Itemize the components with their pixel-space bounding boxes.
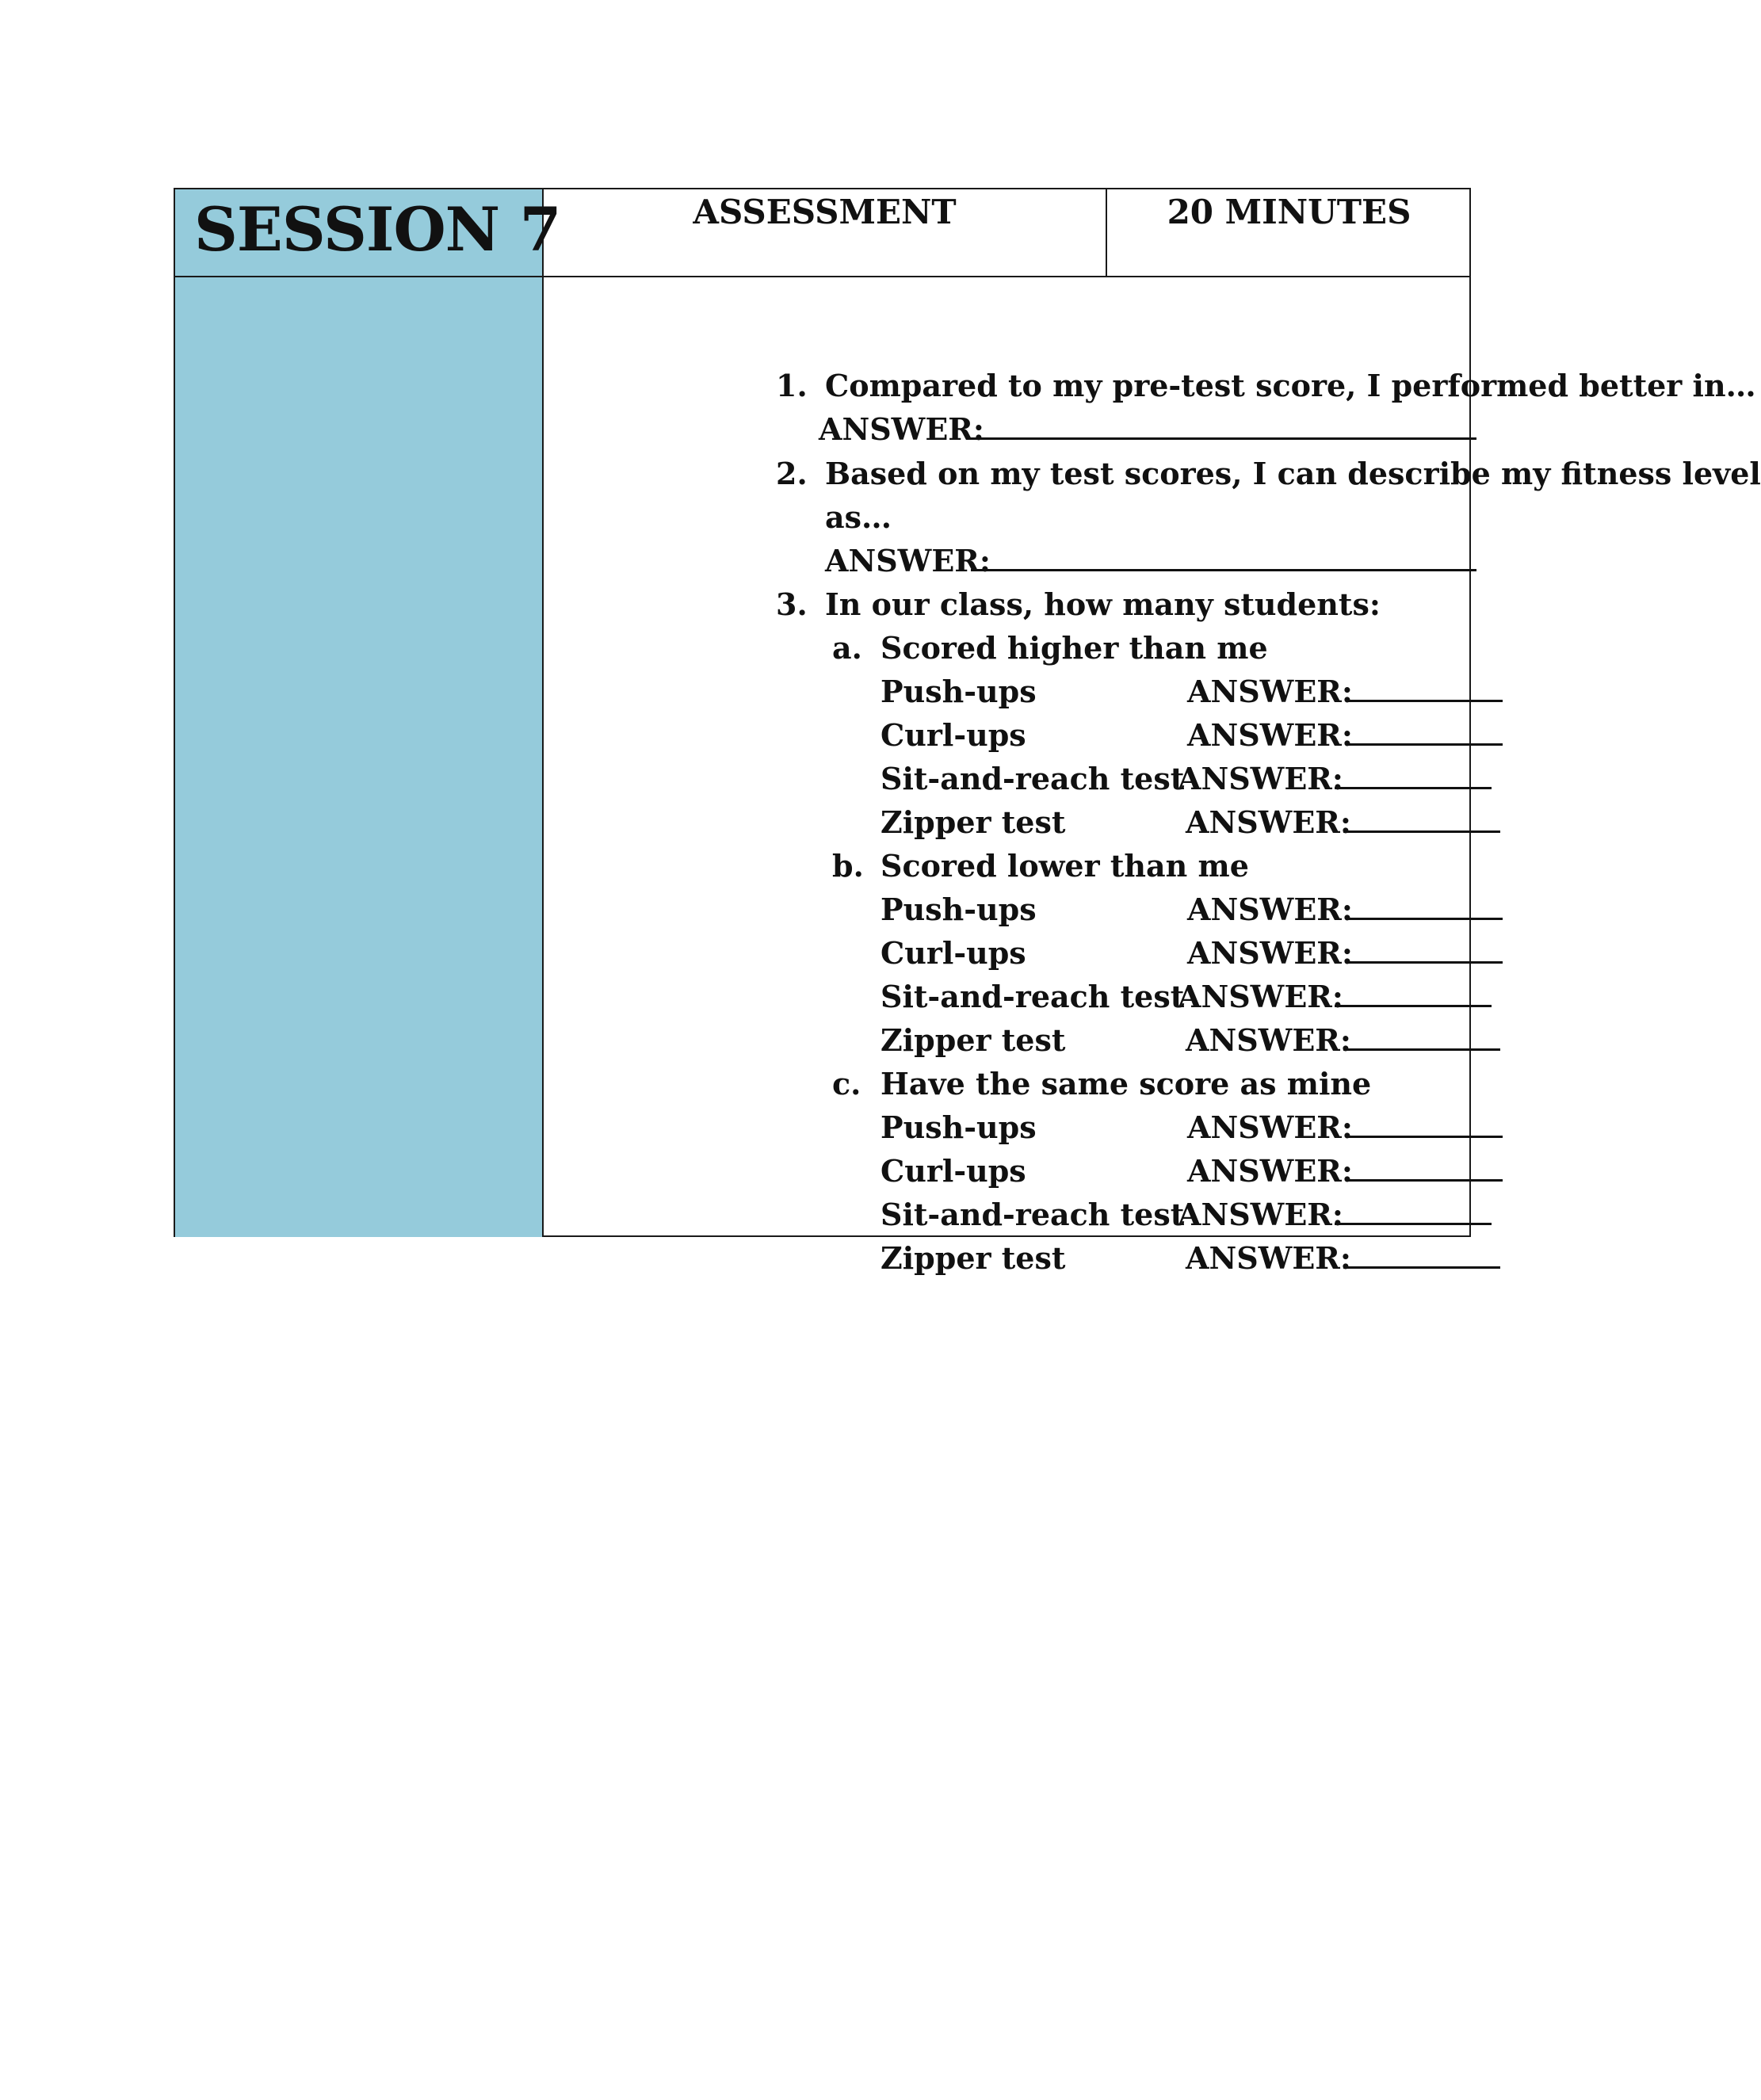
subquestion-title: Scored lower than me <box>880 848 1249 884</box>
answer-label: ANSWER: <box>819 411 984 447</box>
answer-label: ANSWER: <box>1178 1197 1343 1232</box>
answer-blank[interactable] <box>971 544 1476 578</box>
test-name: Curl-ups <box>880 1153 1026 1189</box>
duration-header-cell <box>1107 189 1471 277</box>
answer-blank[interactable] <box>1346 1154 1503 1189</box>
answer-label: ANSWER: <box>825 543 991 578</box>
question-text: Compared to my pre-test score, I performed better in… <box>825 368 1756 403</box>
answer-blank[interactable] <box>1335 1197 1492 1232</box>
duration-label: 20 MINUTES <box>1167 193 1411 231</box>
answer-label: ANSWER: <box>1187 892 1353 927</box>
answer-blank[interactable] <box>1343 1241 1500 1276</box>
session-side-panel <box>175 277 544 1237</box>
subquestion-letter: c. <box>832 1066 861 1102</box>
answer-blank[interactable] <box>1335 979 1492 1014</box>
answer-label: ANSWER: <box>1178 979 1343 1014</box>
answer-label: ANSWER: <box>1187 717 1353 753</box>
answer-blank[interactable] <box>1335 762 1492 796</box>
subquestion-title: Have the same score as mine <box>880 1066 1372 1102</box>
answer-label: ANSWER: <box>1187 1109 1353 1145</box>
test-name: Push-ups <box>880 1109 1037 1145</box>
question-number: 1. <box>776 368 808 403</box>
answer-blank[interactable] <box>1346 936 1503 971</box>
assessment-questions <box>544 277 1761 1276</box>
answer-label: ANSWER: <box>1186 1022 1351 1058</box>
test-name: Push-ups <box>880 892 1037 927</box>
test-name: Push-ups <box>880 674 1037 709</box>
question-text: In our class, how many students: <box>825 586 1381 622</box>
question-number: 2. <box>776 456 808 491</box>
test-name: Zipper test <box>880 1240 1066 1276</box>
answer-blank[interactable] <box>1346 718 1503 753</box>
subquestion-title: Scored higher than me <box>880 630 1268 666</box>
answer-blank[interactable] <box>1346 892 1503 927</box>
answer-label: ANSWER: <box>1187 674 1353 709</box>
answer-label: ANSWER: <box>1178 761 1343 796</box>
answer-blank[interactable] <box>1346 1110 1503 1145</box>
session-header-cell <box>175 189 561 277</box>
test-name: Curl-ups <box>880 935 1026 971</box>
test-name: Sit-and-reach test <box>880 1197 1185 1232</box>
question-number: 3. <box>776 586 808 622</box>
subquestion-letter: a. <box>832 630 862 666</box>
session-table <box>174 188 1761 1276</box>
subquestion-letter: b. <box>832 848 864 884</box>
test-name: Zipper test <box>880 804 1066 840</box>
answer-label: ANSWER: <box>1187 1153 1353 1189</box>
question-text-continued: as… <box>825 499 892 535</box>
test-name: Sit-and-reach test <box>880 761 1185 796</box>
test-name: Sit-and-reach test <box>880 979 1185 1014</box>
answer-blank[interactable] <box>1346 674 1503 709</box>
answer-blank[interactable] <box>1343 805 1500 840</box>
answer-label: ANSWER: <box>1186 1240 1351 1276</box>
activity-header-cell <box>544 189 1107 277</box>
answer-label: ANSWER: <box>1186 804 1351 840</box>
answer-label: ANSWER: <box>1187 935 1353 971</box>
activity-title: ASSESSMENT <box>693 193 957 231</box>
question-text: Based on my test scores, I can describe my fitness level <box>825 456 1761 491</box>
answer-blank[interactable] <box>971 412 1476 447</box>
test-name: Zipper test <box>880 1022 1066 1058</box>
answer-blank[interactable] <box>1343 1023 1500 1058</box>
session-title: SESSION 7 <box>194 194 561 265</box>
test-name: Curl-ups <box>880 717 1026 753</box>
